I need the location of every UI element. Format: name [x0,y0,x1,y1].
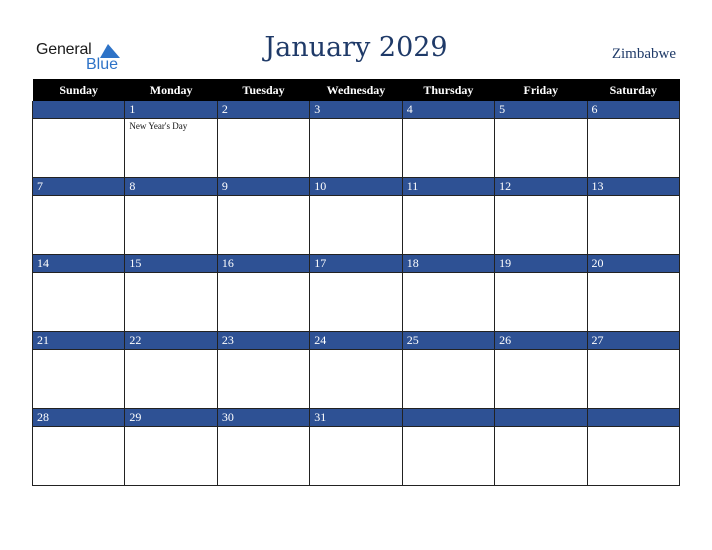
holiday-label [403,427,494,429]
holiday-label [218,119,309,121]
day-cell[interactable] [217,178,309,255]
day-body [218,196,309,254]
day-cell[interactable] [217,101,309,178]
day-cell[interactable] [495,409,587,486]
day-number: 6 [588,101,679,119]
day-body [588,119,679,177]
day-body [403,350,494,408]
day-number: 23 [218,332,309,350]
day-body [125,273,216,331]
day-body [33,196,124,254]
week-row [33,255,680,332]
day-cell[interactable] [310,101,402,178]
holiday-label [33,119,124,121]
day-cell[interactable] [402,101,494,178]
holiday-label [33,273,124,275]
calendar-grid [32,79,680,486]
logo [36,41,128,73]
day-number: 31 [310,409,401,427]
day-cell[interactable] [310,332,402,409]
day-body [218,273,309,331]
day-number: 29 [125,409,216,427]
holiday-label [310,196,401,198]
day-number [33,101,124,119]
day-cell[interactable] [495,332,587,409]
day-body [403,119,494,177]
day-body [495,196,586,254]
weekday-header: Tuesday [217,79,309,101]
week-row [33,332,680,409]
holiday-label [495,119,586,121]
holiday-label [588,350,679,352]
week-row [33,178,680,255]
day-cell[interactable] [125,255,217,332]
day-body [33,350,124,408]
holiday-label [495,273,586,275]
day-body [310,273,401,331]
holiday-label [125,196,216,198]
day-number [403,409,494,427]
weekday-header: Sunday [33,79,125,101]
day-number: 13 [588,178,679,196]
holiday-label [495,350,586,352]
holiday-label [588,196,679,198]
day-cell[interactable] [402,178,494,255]
logo-blue-text: Blue [86,56,119,73]
day-cell[interactable] [33,332,125,409]
day-body [218,427,309,485]
holiday-label [588,273,679,275]
day-number: 10 [310,178,401,196]
weekday-header: Saturday [587,79,679,101]
holiday-label [125,350,216,352]
holiday-label: New Year's Day [129,121,188,131]
day-cell[interactable] [587,255,679,332]
day-number: 21 [33,332,124,350]
day-number: 22 [125,332,216,350]
day-number: 4 [403,101,494,119]
day-body [495,273,586,331]
holiday-label [588,119,679,121]
day-number: 18 [403,255,494,273]
weekday-header: Thursday [402,79,494,101]
weekday-header: Monday [125,79,217,101]
day-number: 15 [125,255,216,273]
day-body [218,119,309,177]
day-body [218,350,309,408]
day-cell[interactable] [495,178,587,255]
holiday-label [33,350,124,352]
holiday-label [403,273,494,275]
day-body [310,350,401,408]
day-body [310,427,401,485]
holiday-label [310,273,401,275]
day-body [588,196,679,254]
day-number: 11 [403,178,494,196]
day-body [33,273,124,331]
day-cell[interactable] [402,255,494,332]
weekday-header: Wednesday [310,79,402,101]
holiday-label [403,196,494,198]
day-cell[interactable] [495,255,587,332]
day-cell[interactable] [587,178,679,255]
day-cell[interactable] [217,332,309,409]
day-cell[interactable] [33,101,125,178]
weekday-header: Friday [495,79,587,101]
day-cell[interactable] [33,178,125,255]
day-number [495,409,586,427]
day-cell[interactable] [33,255,125,332]
day-cell[interactable] [217,409,309,486]
day-number: 7 [33,178,124,196]
week-row [33,101,680,178]
day-cell[interactable] [495,101,587,178]
day-number: 17 [310,255,401,273]
day-body [125,427,216,485]
week-row [33,409,680,486]
day-number: 26 [495,332,586,350]
day-number: 3 [310,101,401,119]
day-cell[interactable] [587,332,679,409]
day-cell[interactable] [402,409,494,486]
day-cell[interactable] [125,332,217,409]
day-number: 12 [495,178,586,196]
holiday-label [310,427,401,429]
day-body [125,350,216,408]
day-body [310,196,401,254]
day-body [33,427,124,485]
logo-general-text: General [36,41,92,58]
holiday-label [403,119,494,121]
day-cell[interactable] [310,178,402,255]
day-number: 27 [588,332,679,350]
day-number: 16 [218,255,309,273]
day-number: 25 [403,332,494,350]
day-cell[interactable] [587,101,679,178]
day-body [588,273,679,331]
day-body [495,350,586,408]
day-cell[interactable] [587,409,679,486]
holiday-label [310,350,401,352]
day-number: 19 [495,255,586,273]
day-cell[interactable] [125,409,217,486]
day-number: 24 [310,332,401,350]
holiday-label [310,119,401,121]
day-body [125,119,216,177]
day-body [403,273,494,331]
day-cell[interactable] [217,255,309,332]
weekday-header-row [33,79,680,101]
day-body [33,119,124,177]
day-cell[interactable] [33,409,125,486]
day-body [588,350,679,408]
day-cell[interactable] [125,178,217,255]
holiday-label [33,427,124,429]
holiday-label [403,350,494,352]
day-body [310,119,401,177]
day-body [403,196,494,254]
day-number: 20 [588,255,679,273]
day-number: 14 [33,255,124,273]
holiday-label [218,196,309,198]
day-body [403,427,494,485]
holiday-label [125,427,216,429]
holiday-label [218,350,309,352]
page-title: January 2029 [264,32,448,63]
holiday-label [33,196,124,198]
holiday-label [588,427,679,429]
holiday-label [125,273,216,275]
day-number: 2 [218,101,309,119]
day-number: 5 [495,101,586,119]
day-cell[interactable] [310,409,402,486]
day-number: 28 [33,409,124,427]
day-cell[interactable] [125,101,217,178]
country-label: Zimbabwe [611,46,676,62]
holiday-label [218,427,309,429]
day-number: 30 [218,409,309,427]
day-number [588,409,679,427]
holiday-label [495,196,586,198]
day-cell[interactable] [402,332,494,409]
day-number: 9 [218,178,309,196]
day-cell[interactable] [310,255,402,332]
day-number: 8 [125,178,216,196]
holiday-label [218,273,309,275]
holiday-label [495,427,586,429]
day-body [588,427,679,485]
day-body [125,196,216,254]
day-body [495,119,586,177]
day-number: 1 [125,101,216,119]
day-body [495,427,586,485]
